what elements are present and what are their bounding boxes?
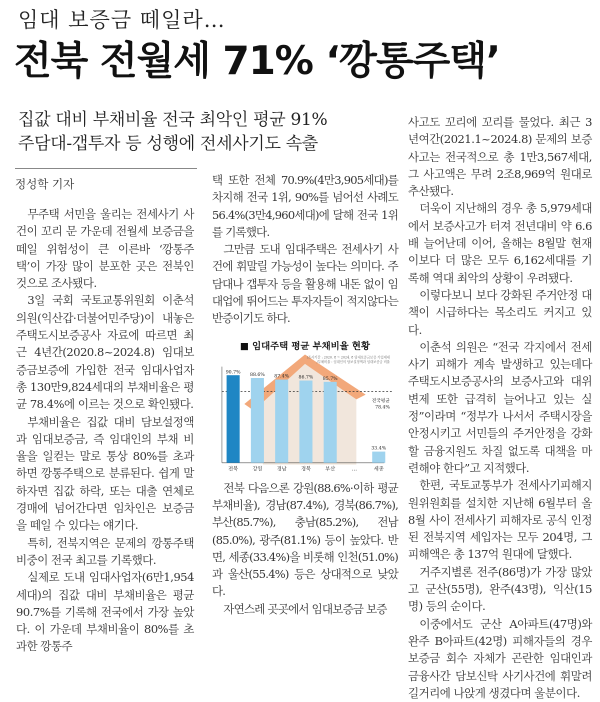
paragraph: 전북 다음으론 강원(88.6%·이하 평균 부채비율), 경남(87.4%), 경북(86.7%), 부산(85.7%), 충남(85.2%), 전남(85.0%), 광주(81.1%) 등이 높았다. 반면, 세종(33.4%)을 비롯해 인천(51.0%)과 울산(55.4%) 등은 상대적으로 낮았다. [212,480,398,599]
data-label: 85.7% [322,376,338,382]
bar [251,378,264,463]
data-label: 88.6% [250,372,265,378]
paragraph: 부채비율은 집값 대비 담보설정액과 임대보증금, 즉 임대인의 부채 비율을 일컫는 말로 통상 80%를 초과하면 깡통주택으로 분류된다. 쉽게 말하자면 집값 하락, 또는 대출 연체로 경매에 넘어간다면 임차인은 보증금을 떼일 수 있다는 얘기다. [16,414,194,533]
chart-note: /부채비율 : 임대인의 담보설정액과 임대보증금 비율 [316,359,390,364]
paragraph: 이중에서도 군산 A아파트(47명)와 완주 B아파트(42명) 피해자들의 경우 보증금 회수 자체가 곤란한 임대인과 금융사간 담보신탁 사기사건에 휘말려 길거리에 나앉게 생겼다며 울분이다. [408,616,592,700]
average-value: 78.4% [375,405,390,411]
category-label: 부산 [325,465,336,472]
byline: 정성학 기자 [15,177,75,191]
chart-title: ■ 임대주택 평균 부채비율 현황 [240,340,370,352]
paragraph: 택 또한 전체 70.9%(4만3,905세대)를 차지해 전국 1위, 90%를 넘어선 사례도 56.4%(3만4,960세대)에 달해 전국 1위를 기록했다. [212,173,398,239]
paragraph: 무주택 서민을 울리는 전세사기 사건이 꼬리 문 가운데 전월세 보증금을 떼일 위험성이 큰 이른바 ‘깡통주택’이 가장 많이 분포한 곳은 전북인 것으로 조사됐다. [16,207,194,291]
paragraph: 한편, 국토교통부가 전세사기피해지원위원회를 설치한 지난해 6월부터 올 8월 사이 전세사기 피해자로 공식 인정된 전북지역 세입자는 모두 204명, 그 피해액은 총 137억 원대에 달했다. [408,478,592,562]
paragraph: 더욱이 지난해의 경우 총 5,979세대에서 보증사고가 터져 전년대비 약 6.6배 늘어난데 이어, 올해는 8월말 현재 이보다 더 많은 모두 6,162세대를 기록해 역대 최악의 상황이 우려됐다. [408,201,592,285]
bar [275,379,288,462]
bar [324,382,337,463]
paragraph: 특히, 전북지역은 문제의 깡통주택 비중이 전국 최고를 기록했다. [16,535,194,567]
subheadline [18,108,398,156]
column-2-bottom [212,480,398,618]
divider [15,168,197,169]
subhead-line: 집값 대비 부채비율 전국 최악인 평균 91% [18,110,328,130]
data-label: 33.4% [371,446,387,452]
column-3 [408,114,592,702]
kicker: 임대 보증금 떼일라… [18,8,226,32]
paragraph: 이렇다보니 보다 강화된 주거안정 대책이 시급하다는 목소리도 커지고 있다. [408,287,592,337]
paragraph: 거주지별론 전주(86명)가 가장 많았고 군산(55명), 완주(43명), 익산(15명) 등의 순이다. [408,564,592,614]
debt-ratio-chart [212,334,398,474]
paragraph: 실제로 도내 임대사업자(6만1,954세대)의 집값 대비 부채비율은 평균 90.7%를 기록해 전국에서 가장 높았다. 이 가운데 부채비율이 80%를 초과한 깡통주 [16,570,194,654]
bar [372,451,385,462]
column-2 [212,172,398,618]
paragraph: 사고도 꼬리에 꼬리를 물었다. 최근 3년여간(2021.1~2024.8) 문제의 보증사고는 전국적으로 총 1만3,567세대, 그 사고액은 무려 2조8,969억 원대로 추산됐다. [408,115,592,199]
category-label: 전북 [228,465,239,472]
category-label: … [351,465,358,472]
paragraph: 이춘석 의원은 “전국 각지에서 전세사기 피해가 계속 발생하고 있는데다 주택도시보증공사의 보증사고와 대위변제 또한 급격히 늘어나고 있는 실정”이라며 “정부가 나서서 주택시장을 안정시키고 서민들의 주거안정을 강화할 금융지원도 차질 없도록 대책을 마련해야 한다”고 지적했다. [408,339,592,475]
paragraph: 3일 국회 국토교통위원회 이춘석 의원(익산갑·더불어민주당)이 내놓은 주택도시보증공사 자료에 따르면 최근 4년간(2020.8~2024.8) 임대보증금보증에 가입한 전국 임대사업자 총 130만9,824세대의 부채비율은 평균 78.4%에 이르는 것으로 확인됐다. [16,293,194,412]
bar [299,380,312,462]
category-label: 경북 [300,465,311,472]
column-2-top [212,172,398,328]
data-label: 90.7% [225,370,241,376]
paragraph: 그만큼 도내 임대주택은 전세사기 사건에 휘말릴 가능성이 높다는 의미다. 주담대나 갭투자 등을 활용해 내돈 없이 임대업에 뛰어드는 투자자들이 적지않다는 반증이기도 하다. [212,242,398,326]
average-label: 전국평균 [371,398,390,404]
column-1 [16,206,194,656]
category-label: 세종 [373,465,384,472]
category-label: 경남 [276,465,287,472]
bar [227,375,240,463]
category-label: 강원 [252,465,263,472]
headline: 전북 전월세 71% ‘깡통주택’ [14,39,500,84]
data-label: 86.7% [298,375,314,381]
paragraph: 자연스레 곳곳에서 임대보증금 보증 [223,601,387,616]
chart-note: /조사기간 : 2020. 8 ~ 2024. 8 임대보증금보증 가입세대 [306,354,390,359]
subhead-line: 주담대-갭투자 등 성행에 전세사기도 속출 [18,134,318,154]
data-label: 87.4% [274,374,290,380]
